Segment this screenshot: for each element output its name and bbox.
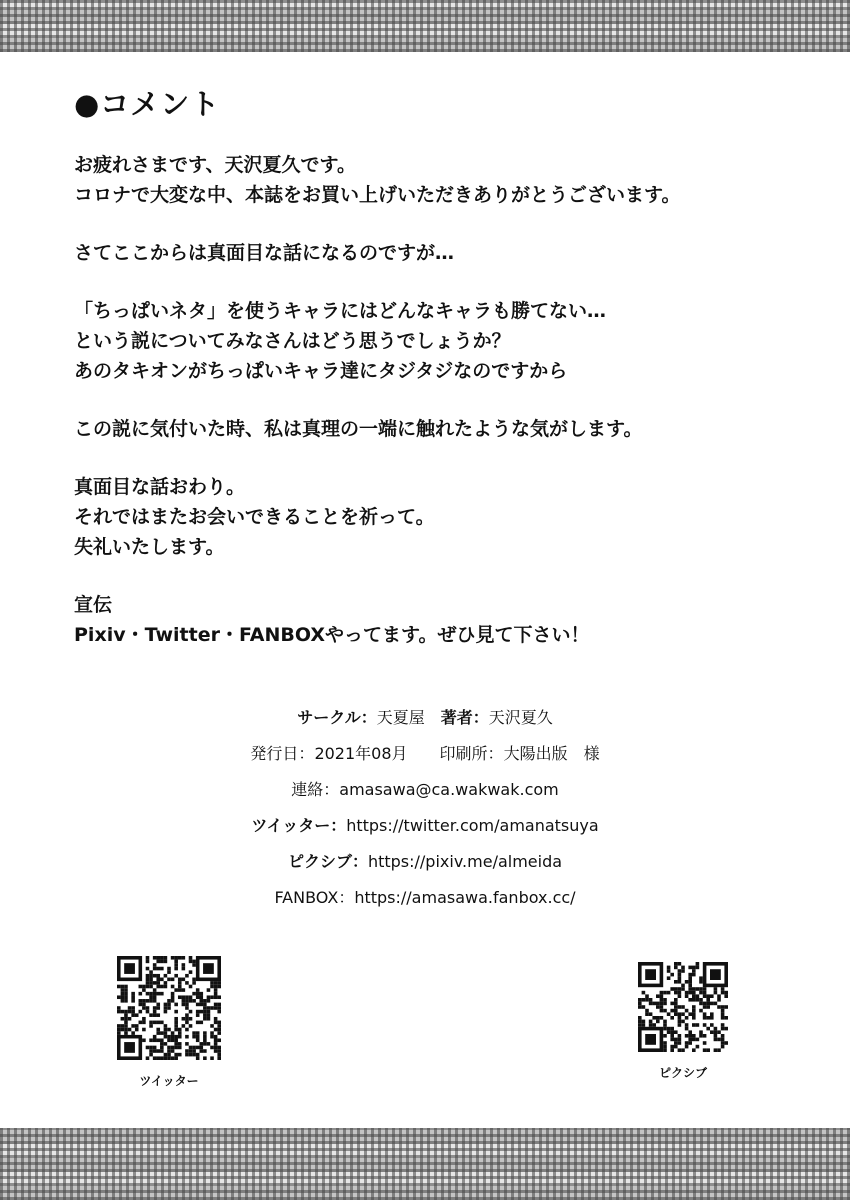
pixiv-qr-block bbox=[638, 962, 728, 1081]
pixiv-qr-caption: ピクシブ bbox=[658, 1066, 707, 1080]
fanbox-url: https://amasawa.fanbox.cc/ bbox=[354, 888, 576, 907]
author-name: 天沢夏久 bbox=[488, 708, 553, 727]
circle-author-row: サークル：天夏屋 著者：天沢夏久 bbox=[297, 708, 553, 727]
comment-line: あのタキオンがちっぱいキャラ達にタジタジなのですから bbox=[74, 360, 568, 382]
contact-email: amasawa@ca.wakwak.com bbox=[339, 780, 559, 799]
fanbox-row: FANBOX：https://amasawa.fanbox.cc/ bbox=[274, 888, 576, 907]
comment-line: さてここからは真面目な話になるのですが… bbox=[74, 242, 455, 264]
promo-line: Pixiv・Twitter・FANBOXやってます。ぜひ見て下さい！ bbox=[74, 624, 590, 646]
colophon bbox=[0, 706, 850, 922]
comment-line: お疲れさまです、天沢夏久です。 bbox=[74, 154, 356, 176]
twitter-qr-code bbox=[117, 956, 221, 1060]
circle-name: 天夏屋 bbox=[376, 708, 425, 727]
comment-line: この説に気付いた時、私は真理の一端に触れたような気がします。 bbox=[74, 418, 643, 440]
comment-line: という説についてみなさんはどう思うでしょうか？ bbox=[74, 330, 511, 352]
promo-heading: 宣伝 bbox=[74, 594, 113, 616]
twitter-row: ツイッター：https://twitter.com/amanatsuya bbox=[251, 816, 599, 835]
pixiv-qr-code bbox=[638, 962, 728, 1052]
comment-line: 失礼いたします。 bbox=[74, 536, 225, 558]
pixiv-url: https://pixiv.me/almeida bbox=[367, 852, 563, 871]
plaid-border-bottom bbox=[0, 1128, 850, 1200]
comment-line: コロナで大変な中、本誌をお買い上げいただきありがとうございます。 bbox=[74, 184, 681, 206]
comment-line: 「ちっぱいネタ」を使うキャラにはどんなキャラも勝てない… bbox=[74, 300, 607, 322]
twitter-qr-block bbox=[117, 956, 221, 1089]
publish-date: 2021年08月 bbox=[314, 744, 408, 763]
twitter-url: https://twitter.com/amanatsuya bbox=[346, 816, 599, 835]
contact-row: 連絡：amasawa@ca.wakwak.com bbox=[291, 780, 559, 799]
printer-name: 大陽出版 様 bbox=[503, 744, 600, 763]
plaid-border-top bbox=[0, 0, 850, 52]
comment-heading: ●コメント bbox=[74, 87, 221, 121]
comment-line: 真面目な話おわり。 bbox=[74, 476, 246, 498]
pixiv-row: ピクシブ：https://pixiv.me/almeida bbox=[287, 852, 563, 871]
publish-printer-row: 発行日：2021年08月 印刷所：大陽出版 様 bbox=[250, 744, 600, 763]
twitter-qr-caption: ツイッター bbox=[139, 1074, 199, 1088]
comment-line: それではまたお会いできることを祈って。 bbox=[74, 506, 435, 528]
comment-body bbox=[74, 150, 794, 650]
